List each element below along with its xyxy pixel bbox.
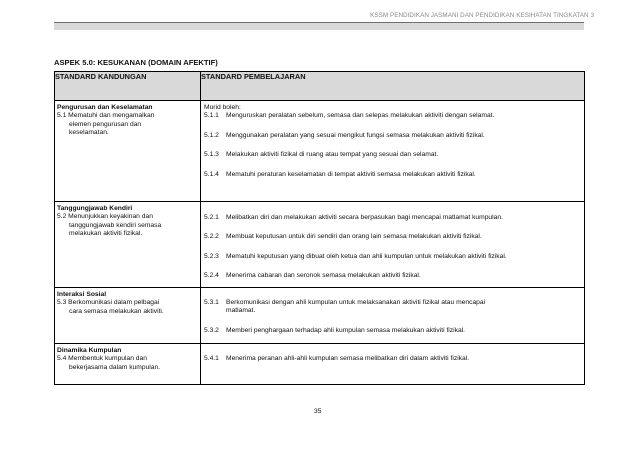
learning-item-number: 5.3.1 [204, 299, 219, 306]
content-standard-text: bekerjasama dalam kumpulan. [69, 363, 161, 371]
table-row [55, 202, 585, 288]
header-rule [54, 22, 584, 30]
learning-item-text: Menerima peranan ahli-ahli kumpulan semasa melibatkan diri dalam aktiviti fizikal. [226, 355, 470, 362]
header-standard-kandungan: STANDARD KANDUNGAN [55, 72, 201, 101]
learning-item [204, 272, 582, 280]
content-standard-title: Interaksi Sosial [57, 291, 107, 298]
content-standard-cell [55, 202, 201, 288]
content-standard-text: 5.2 Menunjukkan keyakinan dan [57, 213, 153, 221]
learning-standard-cell [201, 202, 585, 288]
learning-item-number: 5.1.2 [204, 131, 219, 139]
learning-item-text: Mematuhi keputusan yang dibuat oleh ketua dan ahli kumpulan untuk melakukan aktiviti fizikal. [226, 252, 507, 260]
learning-item [204, 132, 582, 140]
learning-item-number: 5.1.1 [204, 112, 219, 120]
learning-item-text: Melakukan aktiviti fizikal di ruang atau tempat yang sesuai dan selamat. [226, 151, 439, 159]
table-header-row [55, 72, 585, 101]
content-standard-cell [55, 101, 201, 202]
learning-item [204, 233, 582, 241]
table-row [55, 288, 585, 344]
learning-item-text: Mematuhi peraturan keselamatan di tempat aktiviti semasa melakukan aktiviti fizikal. [226, 170, 476, 178]
learning-item-number: 5.2.3 [204, 252, 219, 260]
learning-item [204, 151, 582, 159]
content-standard-title: Tanggungjawab Kendiri [57, 205, 133, 212]
learning-item-number: 5.2.2 [204, 233, 219, 241]
learning-standard-cell [201, 288, 585, 344]
learning-item-number: 5.3.2 [204, 326, 219, 334]
content-standard-cell [55, 288, 201, 344]
learning-item-text: Membuat keputusan untuk diri sendiri dan orang lain semasa melakukan aktiviti fizikal. [226, 233, 482, 241]
content-standard-text: 5.1 Mematuhi dan mengamalkan [57, 112, 155, 120]
content-standard-cell [55, 344, 201, 385]
learning-intro: Murid boleh: [204, 104, 241, 111]
learning-item [204, 355, 582, 363]
learning-item-number: 5.1.3 [204, 151, 219, 159]
content-standard-title: Pengurusan dan Keselamatan [57, 104, 153, 111]
running-header: KSSM PENDIDIKAN JASMANI DAN PENDIDIKAN KESIHATAN TINGKATAN 3 [370, 12, 594, 19]
learning-item-number: 5.2.4 [204, 272, 219, 280]
header-standard-pembelajaran: STANDARD PEMBELAJARAN [201, 72, 585, 101]
learning-item-text: Memberi penghargaan terhadap ahli kumpulan semasa melakukan aktiviti fizikal. [226, 326, 466, 334]
learning-item-text: Melibatkan diri dan melakukan aktiviti secara berpasukan bagi mencapai matlamat kumpulan. [226, 214, 503, 221]
learning-item-number: 5.1.4 [204, 170, 219, 178]
learning-standard-cell [201, 101, 585, 202]
content-standard-text: cara semasa melakukan aktiviti. [69, 307, 164, 315]
learning-item [204, 327, 582, 335]
learning-item [204, 171, 582, 179]
learning-item-text: Menguruskan peralatan sebelum, semasa dan selepas melakukan aktiviti dengan selamat. [226, 112, 495, 120]
content-standard-text: melakukan aktiviti fizikal. [69, 230, 143, 238]
learning-item [204, 299, 582, 316]
learning-item-text: Menerima cabaran dan seronok semasa melakukan aktiviti fizikal. [226, 272, 421, 280]
learning-item-text: Berkomunikasi dengan ahli kumpulan untuk melaksanakan aktiviti fizikal atau mencapai matlamat. [226, 299, 486, 315]
learning-item-number: 5.4.1 [204, 355, 219, 362]
table-row [55, 344, 585, 385]
learning-item-number: 5.2.1 [204, 214, 219, 221]
aspect-title: ASPEK 5.0: KESUKANAN (DOMAIN AFEKTIF) [54, 58, 218, 67]
content-standard-text: 5.3 Berkomunikasi dalam pelbagai [57, 299, 160, 307]
learning-standard-cell [201, 344, 585, 385]
content-standard-text: keselamatan. [69, 129, 109, 137]
page-number: 35 [314, 408, 322, 415]
content-standard-title: Dinamika Kumpulan [57, 347, 122, 354]
content-standard-text: elemen pengurusan dan [69, 120, 142, 128]
learning-item [204, 112, 582, 120]
learning-item [204, 214, 582, 222]
content-standard-text: tanggungjawab kendiri semasa [69, 221, 162, 229]
content-standard-text: 5.4 Membentuk kumpulan dan [57, 355, 147, 363]
learning-item-text: Menggunakan peralatan yang sesuai mengikut fungsi semasa melakukan aktiviti fizikal. [226, 131, 485, 139]
table-row [55, 101, 585, 202]
learning-item [204, 253, 582, 261]
standards-table [54, 71, 585, 385]
